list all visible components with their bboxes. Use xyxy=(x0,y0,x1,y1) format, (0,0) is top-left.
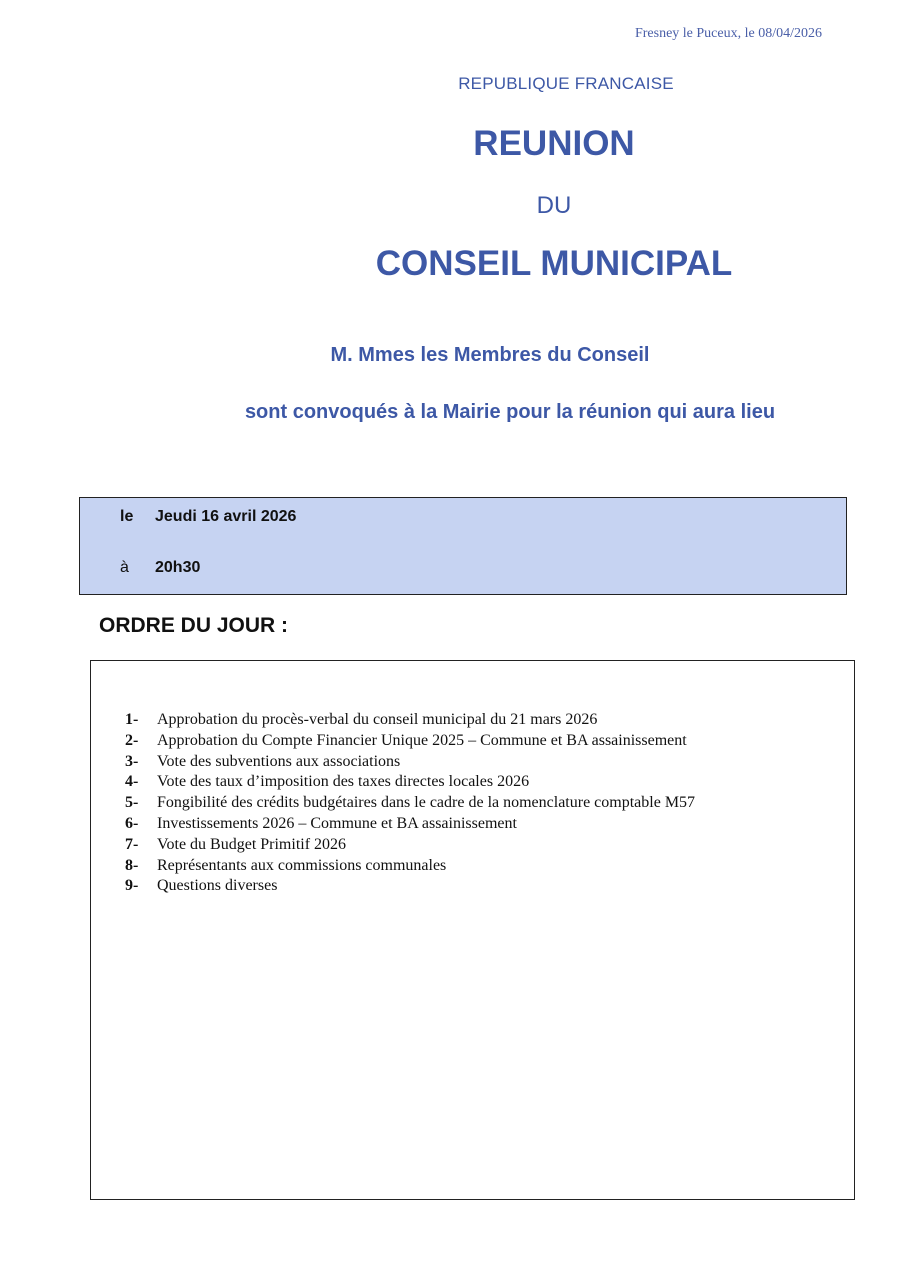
meeting-time-row xyxy=(120,559,200,577)
agenda-item-text: Représentants aux commissions communales xyxy=(157,856,447,874)
meeting-date: Jeudi 16 avril 2026 xyxy=(155,508,297,525)
agenda-item xyxy=(91,814,695,835)
agenda-item xyxy=(91,752,695,773)
place-date: Fresney le Puceux, le 08/04/2026 xyxy=(634,26,822,41)
meeting-date-row xyxy=(120,508,296,526)
agenda-item-number: 5- xyxy=(125,794,139,812)
agenda-item xyxy=(91,710,695,731)
agenda-item-text: Approbation du procès-verbal du conseil municipal du 21 mars 2026 xyxy=(157,711,598,728)
meeting-date-box xyxy=(79,497,847,595)
agenda-item-text: Investissements 2026 – Commune et BA assainissement xyxy=(157,814,517,832)
meeting-time: 20h30 xyxy=(155,559,201,576)
agenda-item xyxy=(91,793,695,814)
agenda-item xyxy=(91,731,695,752)
convocation-line: sont convoqués à la Mairie pour la réunion qui aura lieu xyxy=(244,401,776,423)
title-conseil-municipal: CONSEIL MUNICIPAL xyxy=(375,244,733,283)
agenda-item-text: Questions diverses xyxy=(157,877,278,895)
agenda-heading: ORDRE DU JOUR : xyxy=(99,614,289,637)
agenda-item xyxy=(91,876,695,897)
agenda-item xyxy=(91,772,695,793)
agenda-item-number: 8- xyxy=(125,856,139,874)
republic-heading: REPUBLIQUE FRANCAISE xyxy=(458,74,674,93)
agenda-item-text: Vote des subventions aux associations xyxy=(157,752,401,770)
agenda-item-text: Vote du Budget Primitif 2026 xyxy=(157,835,347,853)
title-du: DU xyxy=(536,192,572,219)
agenda-item-number: 6- xyxy=(125,814,139,832)
agenda-item-number: 9- xyxy=(125,877,139,895)
date-prefix: le xyxy=(120,508,134,525)
title-reunion: REUNION xyxy=(473,124,635,163)
agenda-item-text: Vote des taux d’imposition des taxes directes locales 2026 xyxy=(157,773,530,791)
agenda-list xyxy=(91,710,695,897)
members-line: M. Mmes les Membres du Conseil xyxy=(330,344,650,366)
agenda-item-number: 7- xyxy=(125,835,139,853)
agenda-item-number: 3- xyxy=(125,752,139,770)
agenda-item-number: 4- xyxy=(125,773,139,791)
time-prefix: à xyxy=(120,559,129,576)
agenda-item xyxy=(91,856,695,877)
agenda-item-text: Approbation du Compte Financier Unique 2025 – Commune et BA assainissement xyxy=(157,731,687,749)
agenda-item-number: 2- xyxy=(125,731,139,749)
agenda-item xyxy=(91,835,695,856)
agenda-item-number: 1- xyxy=(125,711,139,728)
agenda-box xyxy=(90,660,855,1200)
agenda-item-text: Fongibilité des crédits budgétaires dans le cadre de la nomenclature comptable M57 xyxy=(157,794,696,812)
